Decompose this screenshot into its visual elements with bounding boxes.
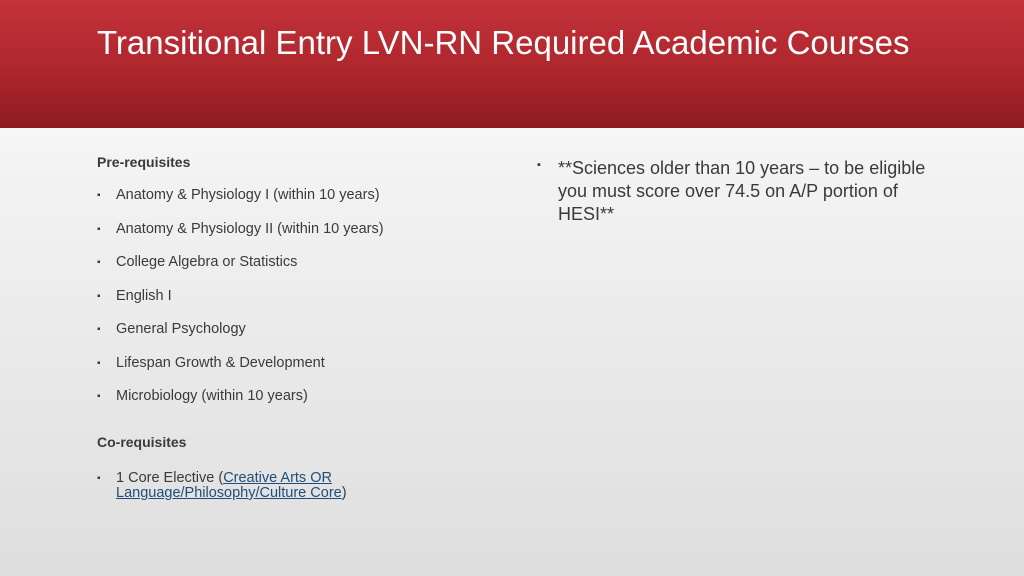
core-elective-link[interactable]: Creative Arts OR Language/Philosophy/Culture Core	[116, 470, 342, 501]
corequisites-heading: Co-requisites	[97, 434, 187, 450]
list-item-text: English I	[116, 288, 172, 304]
bullet-icon: ▪	[97, 190, 101, 201]
bullet-icon: ▪	[97, 224, 101, 235]
list-item-text: Microbiology (within 10 years)	[116, 388, 308, 404]
list-item-text: Anatomy & Physiology I (within 10 years)	[116, 187, 380, 203]
list-item-text: Lifespan Growth & Development	[116, 355, 325, 371]
prerequisites-heading: Pre-requisites	[97, 154, 191, 170]
list-item-text: Anatomy & Physiology II (within 10 years)	[116, 221, 384, 237]
slide-header	[0, 0, 1024, 128]
sciences-note: **Sciences older than 10 years – to be eligible you must score over 74.5 on A/P portion of HESI**	[558, 158, 926, 224]
corequisite-text	[116, 471, 366, 501]
slide-title: Transitional Entry LVN-RN Required Academic Courses	[97, 24, 910, 61]
bullet-icon: ▪	[97, 358, 101, 369]
corequisite-suffix: )	[341, 485, 347, 501]
bullet-icon: ▪	[537, 159, 541, 171]
bullet-icon: ▪	[97, 391, 101, 402]
list-item-text: General Psychology	[116, 321, 246, 337]
bullet-icon: ▪	[97, 291, 101, 302]
bullet-icon: ▪	[97, 324, 101, 335]
bullet-icon: ▪	[97, 473, 101, 484]
bullet-icon: ▪	[97, 257, 101, 268]
corequisite-prefix: 1 Core Elective (	[116, 470, 224, 486]
list-item-text: College Algebra or Statistics	[116, 254, 298, 270]
